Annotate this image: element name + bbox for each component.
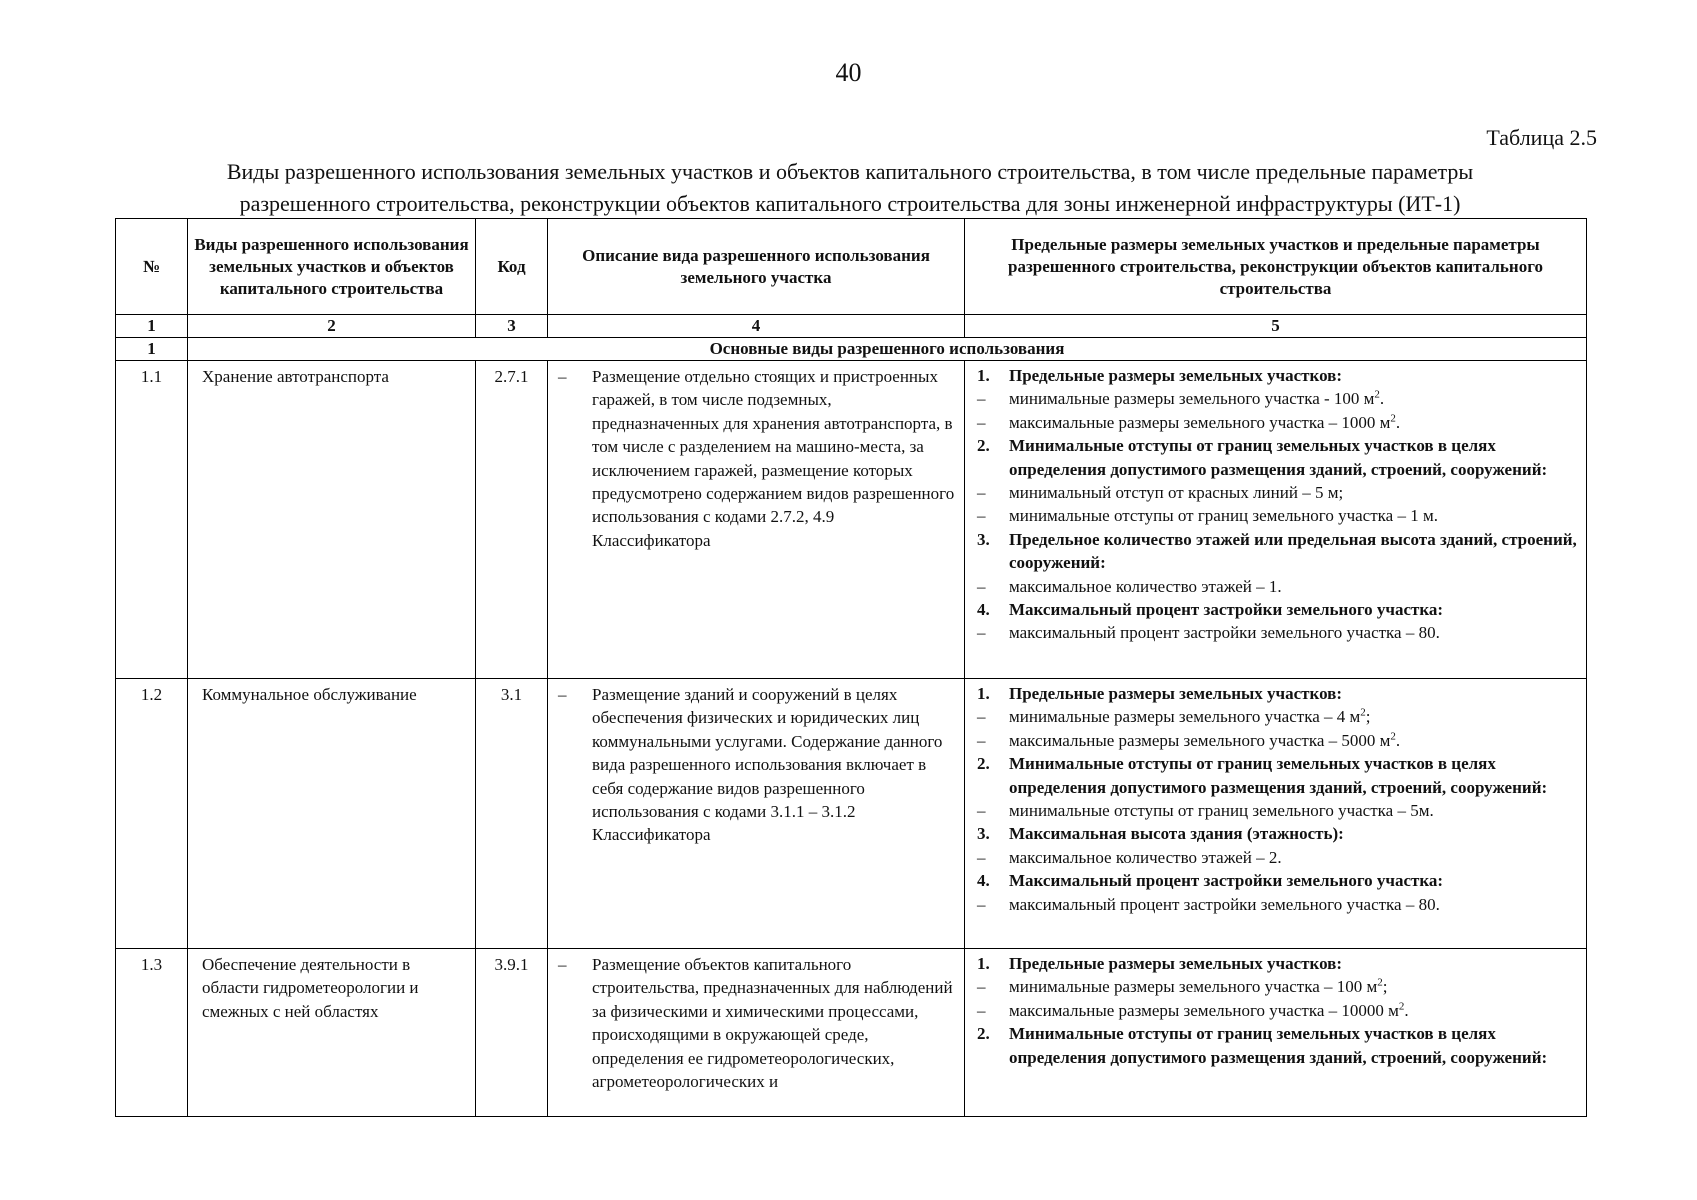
row-code: 3.1 (476, 679, 548, 949)
row-limits-cell (965, 679, 1587, 949)
limit-item-text-wrap (1009, 575, 1580, 598)
limit-heading-text: Предельные размеры земельных участков: (1009, 684, 1343, 703)
limit-heading-text: Максимальный процент застройки земельного участка: (1009, 600, 1444, 620)
dash-marker: – (977, 847, 986, 867)
column-number: 5 (965, 315, 1587, 338)
limit-item-text: минимальные размеры земельного участка - 100 м (1009, 389, 1375, 409)
limit-item (973, 387, 1580, 410)
row-code: 2.7.1 (476, 361, 548, 679)
limit-heading (973, 869, 1580, 892)
limit-item-text-wrap (1009, 481, 1580, 504)
limit-item-text-wrap (1009, 999, 1580, 1022)
row-number: 1.1 (116, 361, 188, 679)
table-row (116, 361, 1587, 679)
limit-item-text-wrap (1009, 729, 1580, 752)
limit-number: 2. (977, 436, 990, 456)
limit-number: 4. (977, 600, 990, 620)
limit-item-tail: ; (1365, 707, 1371, 727)
dash-marker: – (558, 685, 567, 704)
limit-item-text: максимальное количество этажей – 1. (1009, 576, 1282, 596)
limit-item-text-wrap (1009, 705, 1580, 728)
page-number: 40 (835, 58, 862, 87)
limit-number: 2. (977, 1024, 990, 1044)
limit-heading (973, 364, 1580, 387)
limit-item-text: максимальный процент застройки земельного участка – 80. (1009, 894, 1440, 914)
limit-item (973, 504, 1580, 527)
limit-item-text-wrap (1009, 411, 1580, 434)
limit-item-text: минимальные отступы от границ земельного участка – 5м. (1009, 801, 1434, 821)
limit-number: 1. (977, 366, 990, 385)
limit-item-text: минимальный отступ от красных линий – 5 м; (1009, 483, 1344, 503)
limit-number: 3. (977, 529, 990, 549)
description-wrap (548, 683, 956, 847)
limit-group (973, 364, 1580, 434)
section-title: Основные виды разрешенного использования (188, 338, 1587, 361)
column-number: 4 (548, 315, 965, 338)
dash-marker: – (558, 955, 567, 974)
limit-item (973, 705, 1580, 728)
row-description: Размещение отдельно стоящих и пристроенных гаражей, в том числе подземных, предназначенных для хранения автотранспорта, в том числе с разделением на машино-места, за исключением гаражей, размещение которых предусмотрено содержанием видов разрешенного использования с кодами 2.7.2, 4.9 Классификатора (592, 367, 955, 550)
row-description: Размещение объектов капитального строительства, предназначенных для наблюдений за физическими и химическими процессами, происходящими в окружающей среде, определения ее гидрометеорологических, агрометеорологических и (592, 955, 953, 1092)
superscript: 2 (1390, 412, 1396, 425)
limit-item-tail: . (1379, 389, 1385, 409)
limit-heading-text: Предельное количество этажей или предельная высота зданий, строений, сооружений: (1009, 529, 1577, 573)
row-number: 1.2 (116, 679, 188, 949)
regulations-table (115, 218, 1587, 1117)
row-number: 1.3 (116, 949, 188, 1117)
limit-item (973, 621, 1580, 644)
limit-heading-text: Предельные размеры земельных участков: (1009, 954, 1343, 973)
dash-marker: – (977, 483, 986, 503)
dash-marker: – (977, 894, 986, 914)
limit-group (973, 869, 1580, 916)
limit-number: 3. (977, 824, 990, 844)
header-no: № (116, 219, 188, 315)
limit-heading (973, 822, 1580, 845)
dash-marker: – (977, 730, 986, 750)
row-description-cell (548, 679, 965, 949)
limit-item-text-wrap (1009, 387, 1580, 410)
limit-group (973, 1022, 1580, 1069)
limit-group (973, 752, 1580, 822)
limit-item-text-wrap (1009, 799, 1580, 822)
limit-group (973, 528, 1580, 598)
limit-item-tail: ; (1382, 977, 1388, 997)
superscript: 2 (1398, 1000, 1405, 1013)
limit-heading-text: Максимальная высота здания (этажность): (1009, 824, 1344, 844)
limit-item-text: минимальные отступы от границ земельного участка – 1 м. (1009, 506, 1438, 526)
dash-marker: – (977, 801, 986, 821)
header-name: Виды разрешенного использования земельных участков и объектов капитального строительства (188, 219, 476, 315)
title-line-2: разрешенного строительства, реконструкции объектов капитального строительства для зоны инженерной инфраструктуры (ИТ-1) (239, 191, 1461, 216)
dash-marker: – (977, 576, 986, 596)
limit-heading (973, 598, 1580, 621)
limit-item (973, 846, 1580, 869)
table-row (116, 949, 1587, 1117)
limit-item (973, 893, 1580, 916)
header-limits: Предельные размеры земельных участков и предельные параметры разрешенного строительства, реконструкции объектов капитального строительства (965, 219, 1587, 315)
limit-group (973, 598, 1580, 645)
superscript: 2 (1374, 388, 1380, 401)
limit-heading (973, 682, 1580, 705)
limit-heading (973, 1022, 1580, 1069)
limit-item-tail: . (1395, 730, 1401, 750)
superscript: 2 (1390, 730, 1396, 743)
limit-item (973, 481, 1580, 504)
limit-heading-text: Максимальный процент застройки земельного участка: (1009, 871, 1444, 891)
column-number: 1 (116, 315, 188, 338)
dash-marker: – (977, 1000, 986, 1020)
limit-item-text: минимальные размеры земельного участка – 100 м (1009, 977, 1378, 997)
limit-item-text: максимальное количество этажей – 2. (1009, 847, 1282, 867)
limit-item-text: минимальные размеры земельного участка – 4 м (1009, 707, 1361, 727)
limit-heading-text: Минимальные отступы от границ земельных участков в целях определения допустимого размещения зданий, строений, сооружений: (1009, 436, 1548, 479)
row-use-type: Обеспечение деятельности в области гидрометеорологии и смежных с ней областях (188, 949, 476, 1117)
description-wrap (548, 953, 956, 1093)
row-description-cell (548, 361, 965, 679)
limit-item (973, 799, 1580, 822)
limit-item-text-wrap (1009, 504, 1580, 527)
limit-number: 1. (977, 954, 990, 973)
limit-heading-text: Минимальные отступы от границ земельных участков в целях определения допустимого размещения зданий, строений, сооружений: (1009, 1024, 1548, 1067)
limit-number: 4. (977, 871, 990, 891)
limit-heading-text: Минимальные отступы от границ земельных участков в целях определения допустимого размещения зданий, строений, сооружений: (1009, 754, 1548, 797)
limit-heading (973, 528, 1580, 575)
row-use-type: Коммунальное обслуживание (188, 679, 476, 949)
row-description-cell (548, 949, 965, 1117)
dash-marker: – (977, 623, 986, 643)
row-code: 3.9.1 (476, 949, 548, 1117)
section-number: 1 (116, 338, 188, 361)
limit-item-text: максимальные размеры земельного участка – 1000 м (1009, 412, 1391, 432)
document-title (110, 156, 1590, 220)
limit-item-text-wrap (1009, 846, 1580, 869)
limit-item-text: максимальные размеры земельного участка – 5000 м (1009, 730, 1391, 750)
dash-marker: – (977, 977, 986, 997)
limit-group (973, 434, 1580, 528)
column-number-row (116, 315, 1587, 338)
limit-item-tail: . (1404, 1000, 1409, 1020)
limit-number: 2. (977, 754, 990, 774)
dash-marker: – (977, 506, 986, 526)
row-limits-cell (965, 361, 1587, 679)
limit-group (973, 822, 1580, 869)
dash-marker: – (977, 707, 986, 727)
limit-group (973, 952, 1580, 1022)
limit-heading (973, 952, 1580, 975)
row-description: Размещение зданий и сооружений в целях обеспечения физических и юридических лиц коммунальными услугами. Содержание данного вида разрешенного использования включает в себя содержание видов разрешенного использования с кодами 3.1.1 – 3.1.2 Классификатора (592, 685, 943, 845)
superscript: 2 (1377, 976, 1383, 989)
superscript: 2 (1360, 706, 1366, 719)
table-label: Таблица 2.5 (1486, 125, 1597, 150)
row-limits-cell (965, 949, 1587, 1117)
limit-item-text-wrap (1009, 893, 1580, 916)
description-wrap (548, 365, 956, 552)
limit-number: 1. (977, 684, 990, 703)
title-line-1: Виды разрешенного использования земельных участков и объектов капитального строительства, в том числе предельные параметры (226, 159, 1474, 184)
limit-item (973, 575, 1580, 598)
limit-heading-text: Предельные размеры земельных участков: (1009, 366, 1343, 385)
limit-item (973, 975, 1580, 998)
limit-item-text: максимальный процент застройки земельного участка – 80. (1009, 623, 1440, 643)
column-number: 3 (476, 315, 548, 338)
limit-item (973, 729, 1580, 752)
limit-heading (973, 752, 1580, 799)
limit-item (973, 411, 1580, 434)
limit-group (973, 682, 1580, 752)
dash-marker: – (977, 389, 986, 409)
section-row (116, 338, 1587, 361)
row-use-type: Хранение автотранспорта (188, 361, 476, 679)
dash-marker: – (558, 367, 567, 386)
column-number: 2 (188, 315, 476, 338)
limit-item (973, 999, 1580, 1022)
header-code: Код (476, 219, 548, 315)
limit-item-text: максимальные размеры земельного участка – 10000 м (1009, 1000, 1399, 1020)
limit-item-text-wrap (1009, 975, 1580, 998)
table-row (116, 679, 1587, 949)
limit-heading (973, 434, 1580, 481)
limit-item-tail: . (1395, 412, 1401, 432)
limit-item-text-wrap (1009, 621, 1580, 644)
dash-marker: – (977, 412, 986, 432)
header-row (116, 219, 1587, 315)
header-description: Описание вида разрешенного использования земельного участка (548, 219, 965, 315)
